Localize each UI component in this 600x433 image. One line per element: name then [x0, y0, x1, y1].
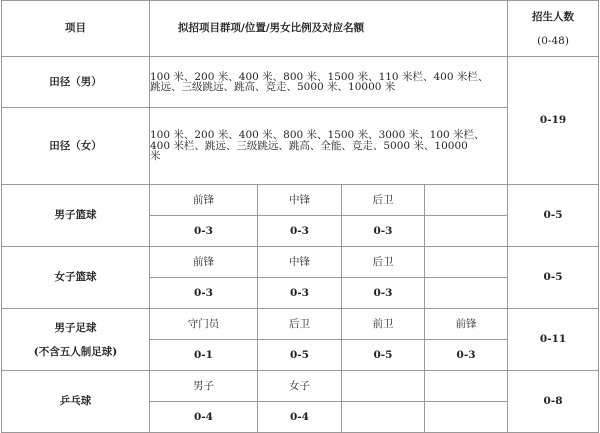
empty-cell [425, 402, 508, 433]
basketball-men-total: 0-5 [508, 185, 599, 247]
basketball-men-position: 后卫 [342, 185, 425, 216]
football-men-quota: 0-5 [258, 340, 342, 371]
empty-cell [425, 185, 508, 216]
basketball-women-position: 后卫 [342, 247, 425, 278]
track-men-events-line1: 100 米、200 米、400 米、800 米、1500 米、110 米栏、400 米栏、 [150, 70, 489, 83]
football-men-quota: 0-3 [425, 340, 508, 371]
basketball-men-quota: 0-3 [258, 216, 342, 247]
track-women-events [150, 108, 508, 185]
football-men-position: 后卫 [258, 309, 342, 340]
basketball-women-quota: 0-3 [342, 278, 425, 309]
empty-cell [425, 278, 508, 309]
football-men-name [2, 309, 150, 371]
empty-cell [425, 216, 508, 247]
table-tennis-category: 男子 [150, 371, 258, 402]
table-tennis-positions-row [2, 371, 599, 402]
track-men-row [2, 57, 599, 108]
track-men-name: 田径（男） [2, 57, 150, 108]
table-tennis-total: 0-8 [508, 371, 599, 433]
basketball-women-quota: 0-3 [150, 278, 258, 309]
track-women-name: 田径（女） [2, 108, 150, 185]
header-total [508, 1, 599, 57]
track-women-events-line1: 100 米、200 米、400 米、800 米、1500 米、3000 米、100 米栏、 [150, 129, 485, 142]
basketball-women-position: 前锋 [150, 247, 258, 278]
basketball-men-positions-row [2, 185, 599, 216]
football-men-positions-row [2, 309, 599, 340]
basketball-men-position: 前锋 [150, 185, 258, 216]
basketball-women-quota: 0-3 [258, 278, 342, 309]
track-men-events [150, 57, 508, 108]
empty-cell [342, 402, 425, 433]
enrollment-table [1, 0, 599, 433]
basketball-men-name: 男子篮球 [2, 185, 150, 247]
table-tennis-category: 女子 [258, 371, 342, 402]
empty-cell [425, 247, 508, 278]
football-men-quota: 0-1 [150, 340, 258, 371]
header-item: 项目 [2, 1, 150, 57]
header-row [2, 1, 599, 57]
football-men-total: 0-11 [508, 309, 599, 371]
football-men-name-line2: (不含五人制足球) [33, 345, 118, 358]
basketball-women-positions-row [2, 247, 599, 278]
empty-cell [342, 371, 425, 402]
header-total-range: (0-48) [537, 34, 569, 47]
basketball-women-total: 0-5 [508, 247, 599, 309]
basketball-women-name: 女子篮球 [2, 247, 150, 309]
track-women-events-line3: 米 [150, 150, 161, 163]
table-tennis-quota: 0-4 [258, 402, 342, 433]
football-men-position: 前锋 [425, 309, 508, 340]
empty-cell [425, 371, 508, 402]
track-men-events-line2: 跳远、三级跳远、跳高、竞走、5000 米、10000 米 [150, 81, 396, 93]
basketball-women-position: 中锋 [258, 247, 342, 278]
basketball-men-position: 中锋 [258, 185, 342, 216]
football-men-position: 前卫 [342, 309, 425, 340]
table-tennis-name: 乒乓球 [2, 371, 150, 433]
header-total-label: 招生人数 [532, 10, 575, 23]
track-total: 0-19 [508, 57, 599, 185]
football-men-name-line1: 男子足球 [54, 321, 97, 334]
basketball-men-quota: 0-3 [342, 216, 425, 247]
track-women-events-line2: 400 米栏、跳远、三级跳远、跳高、全能、竞走、5000 米、10000 [150, 139, 468, 152]
football-men-quota: 0-5 [342, 340, 425, 371]
football-men-position: 守门员 [150, 309, 258, 340]
header-detail: 拟招项目群项/位置/男女比例及对应名额 [150, 1, 508, 57]
basketball-men-quota: 0-3 [150, 216, 258, 247]
table-tennis-quota: 0-4 [150, 402, 258, 433]
